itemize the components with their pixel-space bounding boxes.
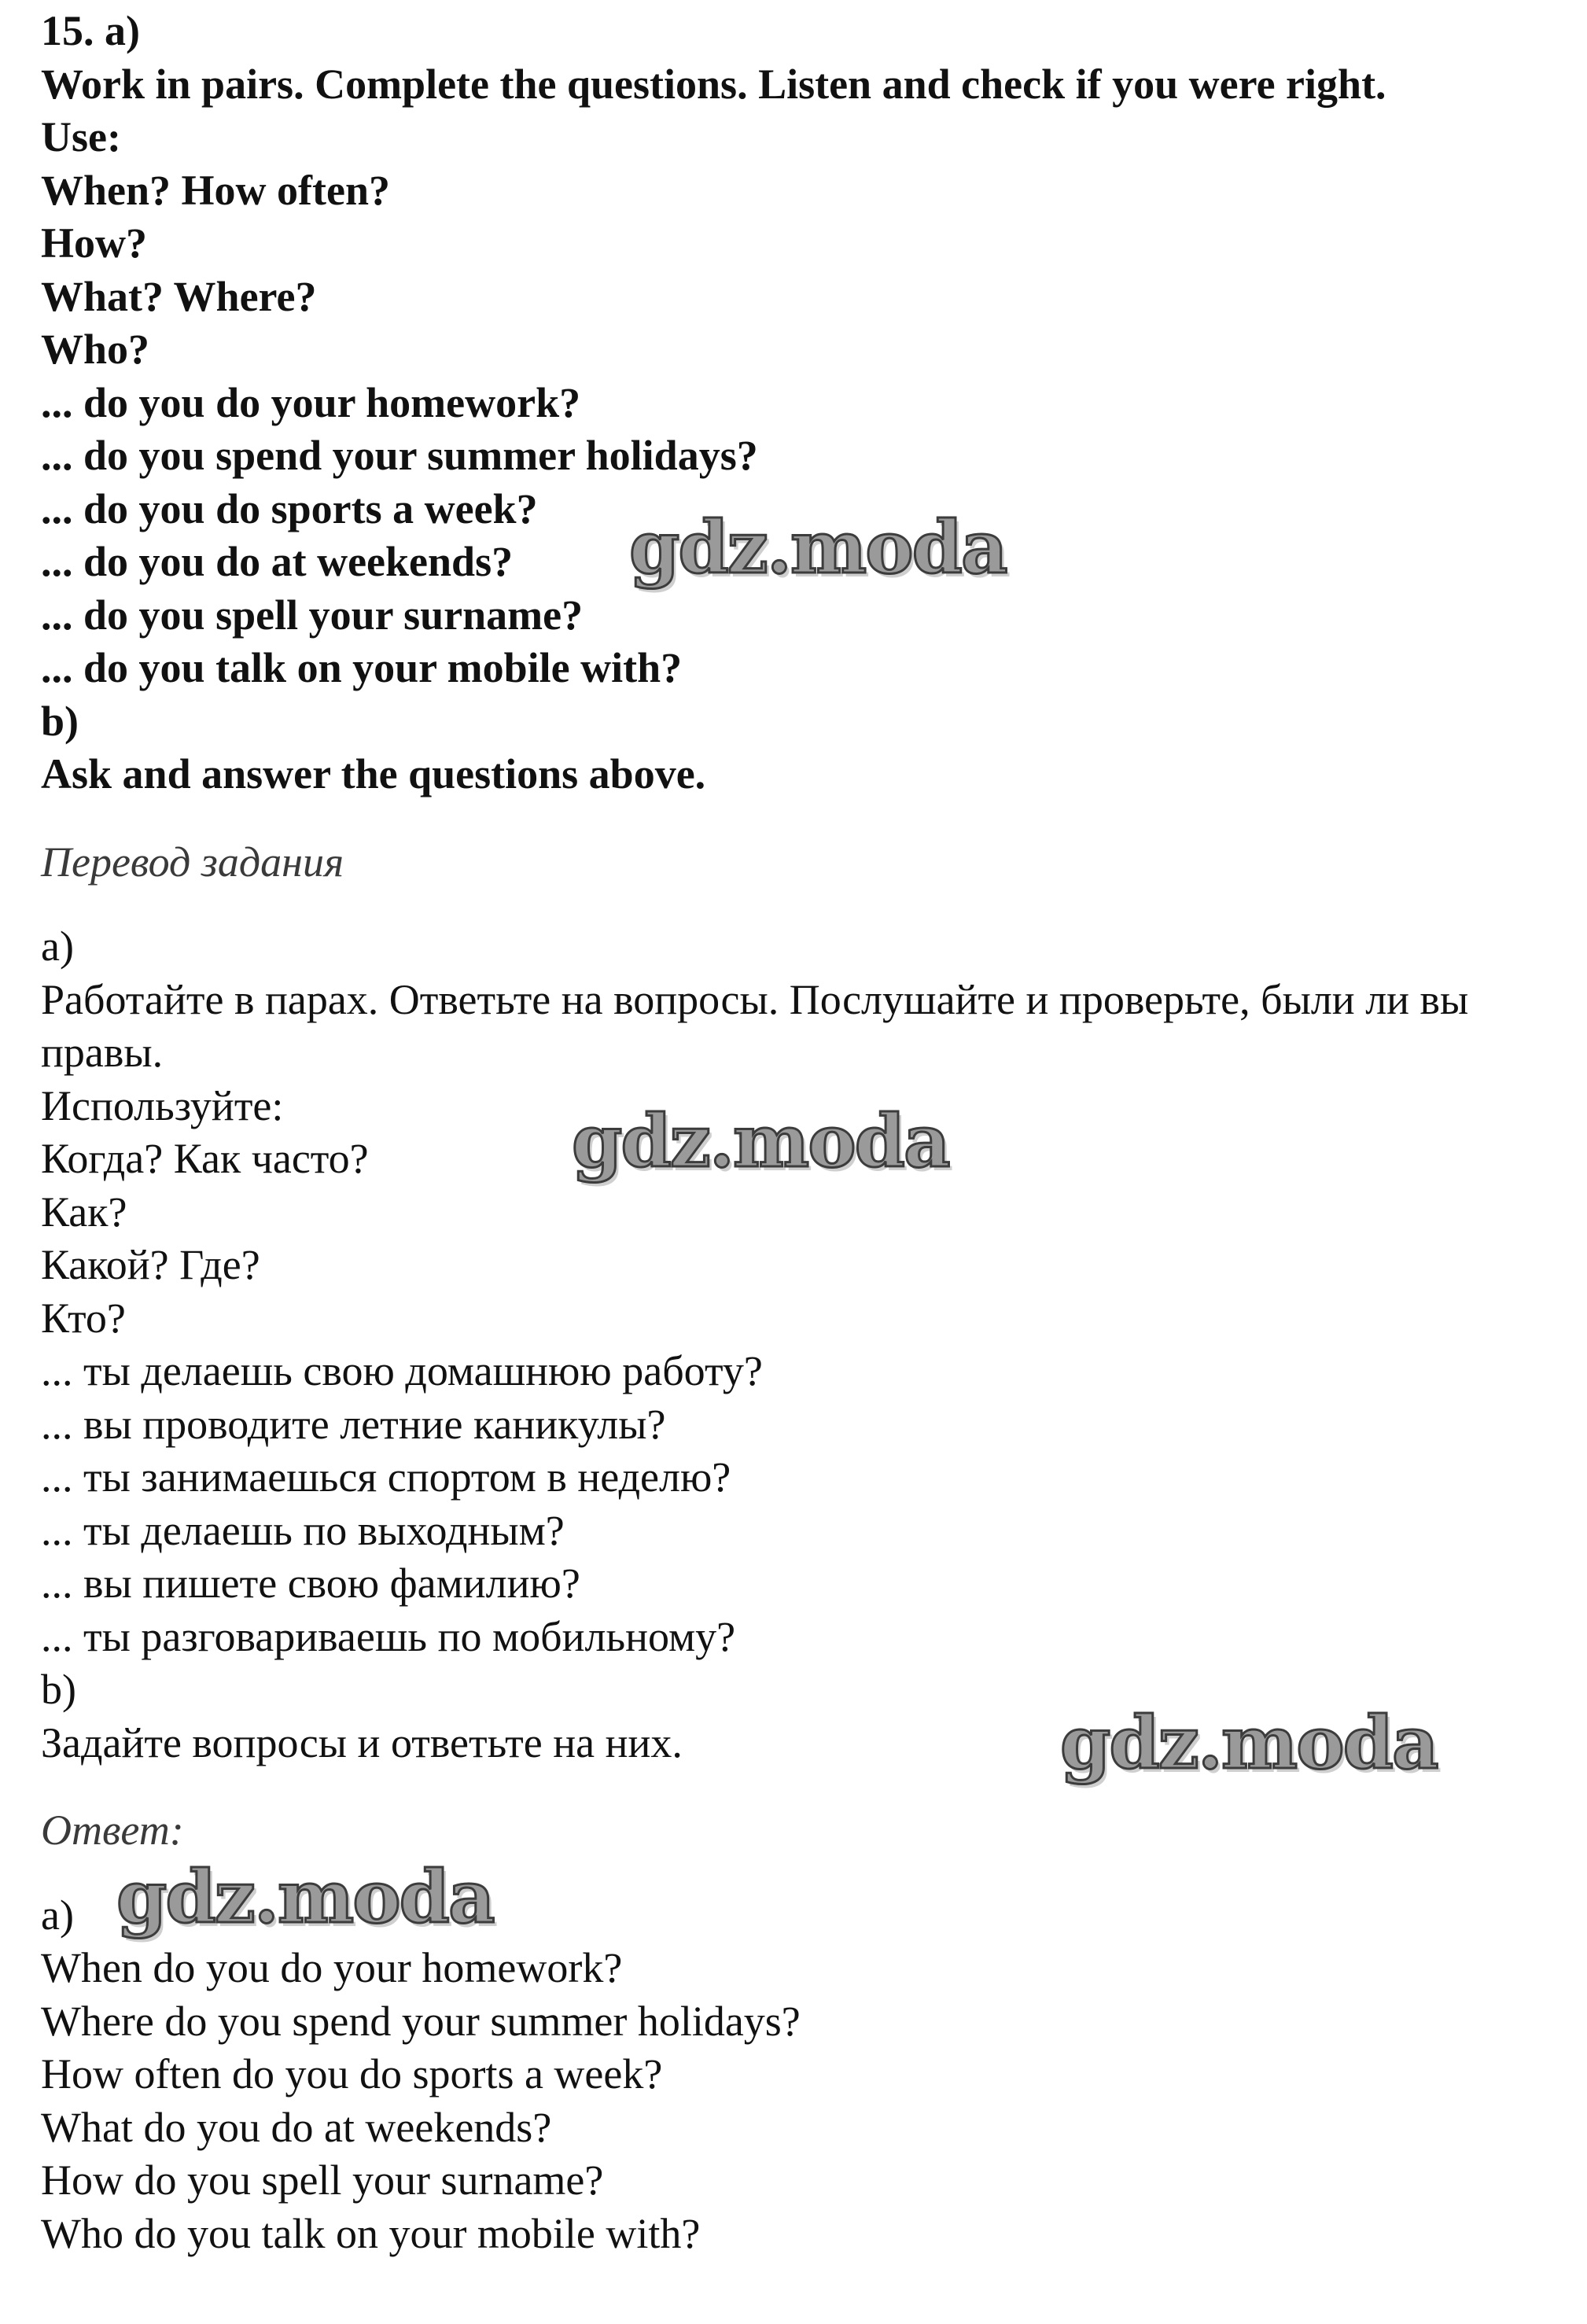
translation-question-line: ... вы проводите летние каникулы? xyxy=(41,1400,666,1448)
question-line: ... do you spell your surname? xyxy=(41,591,584,639)
watermark-logo: gdz.moda xyxy=(572,1099,949,1184)
option-line: Who? xyxy=(41,326,150,373)
part-b-label: b) xyxy=(41,697,79,745)
answer-line: How do you spell your surname? xyxy=(41,2156,604,2204)
watermark-logo: gdz.moda xyxy=(629,505,1007,590)
translation-option-line: Как? xyxy=(41,1188,127,1236)
option-line: How? xyxy=(41,219,147,267)
question-line: ... do you do your homework? xyxy=(41,378,581,426)
translation-part-b-label: b) xyxy=(41,1666,76,1713)
translation-heading: Перевод задания xyxy=(41,838,344,886)
translation-option-line: Какой? Где? xyxy=(41,1241,260,1288)
translation-option-line: Кто? xyxy=(41,1294,126,1342)
question-line: ... do you do at weekends? xyxy=(41,538,514,585)
option-line: What? Where? xyxy=(41,272,317,320)
answer-part-a-label: a) xyxy=(41,1891,74,1939)
task-number: 15. a) xyxy=(41,7,140,54)
answer-line: What do you do at weekends? xyxy=(41,2103,552,2151)
answer-line: When do you do your homework? xyxy=(41,1944,623,1991)
spacer xyxy=(41,801,1551,836)
spacer xyxy=(41,889,1551,920)
use-label: Use: xyxy=(41,113,121,160)
task-instruction: Work in pairs. Complete the questions. Listen and check if you were right. xyxy=(41,60,1386,108)
part-b-instruction: Ask and answer the questions above. xyxy=(41,750,706,797)
translation-part-b-instruction: Задайте вопросы и ответьте на них. xyxy=(41,1718,683,1766)
question-line: ... do you talk on your mobile with? xyxy=(41,644,683,691)
translation-part-a-label: a) xyxy=(41,923,74,970)
translation-question-line: ... ты разговариваешь по мобильному? xyxy=(41,1612,736,1660)
watermark-logo: gdz.moda xyxy=(116,1854,494,1939)
translation-question-line: ... ты делаешь по выходным? xyxy=(41,1506,565,1554)
question-line: ... do you spend your summer holidays? xyxy=(41,432,758,479)
translation-question-line: ... вы пишете свою фамилию? xyxy=(41,1560,580,1607)
option-line: When? How often? xyxy=(41,166,390,214)
translation-question-line: ... ты делаешь свою домашнюю работу? xyxy=(41,1347,763,1394)
watermark-logo: gdz.moda xyxy=(1060,1700,1438,1785)
translation-use-label: Используйте: xyxy=(41,1081,284,1129)
translation-instruction: Работайте в парах. Ответьте на вопросы. Послушайте и проверьте, были ли вы правы. xyxy=(41,975,1469,1076)
question-line: ... do you do sports a week? xyxy=(41,484,538,532)
translation-question-line: ... ты занимаешься спортом в неделю? xyxy=(41,1453,731,1501)
answer-line: Who do you talk on your mobile with? xyxy=(41,2209,701,2257)
answer-line: How often do you do sports a week? xyxy=(41,2050,663,2097)
answer-heading: Ответ: xyxy=(41,1807,184,1854)
translation-option-line: Когда? Как часто? xyxy=(41,1135,369,1182)
answer-line: Where do you spend your summer holidays? xyxy=(41,1997,801,2045)
